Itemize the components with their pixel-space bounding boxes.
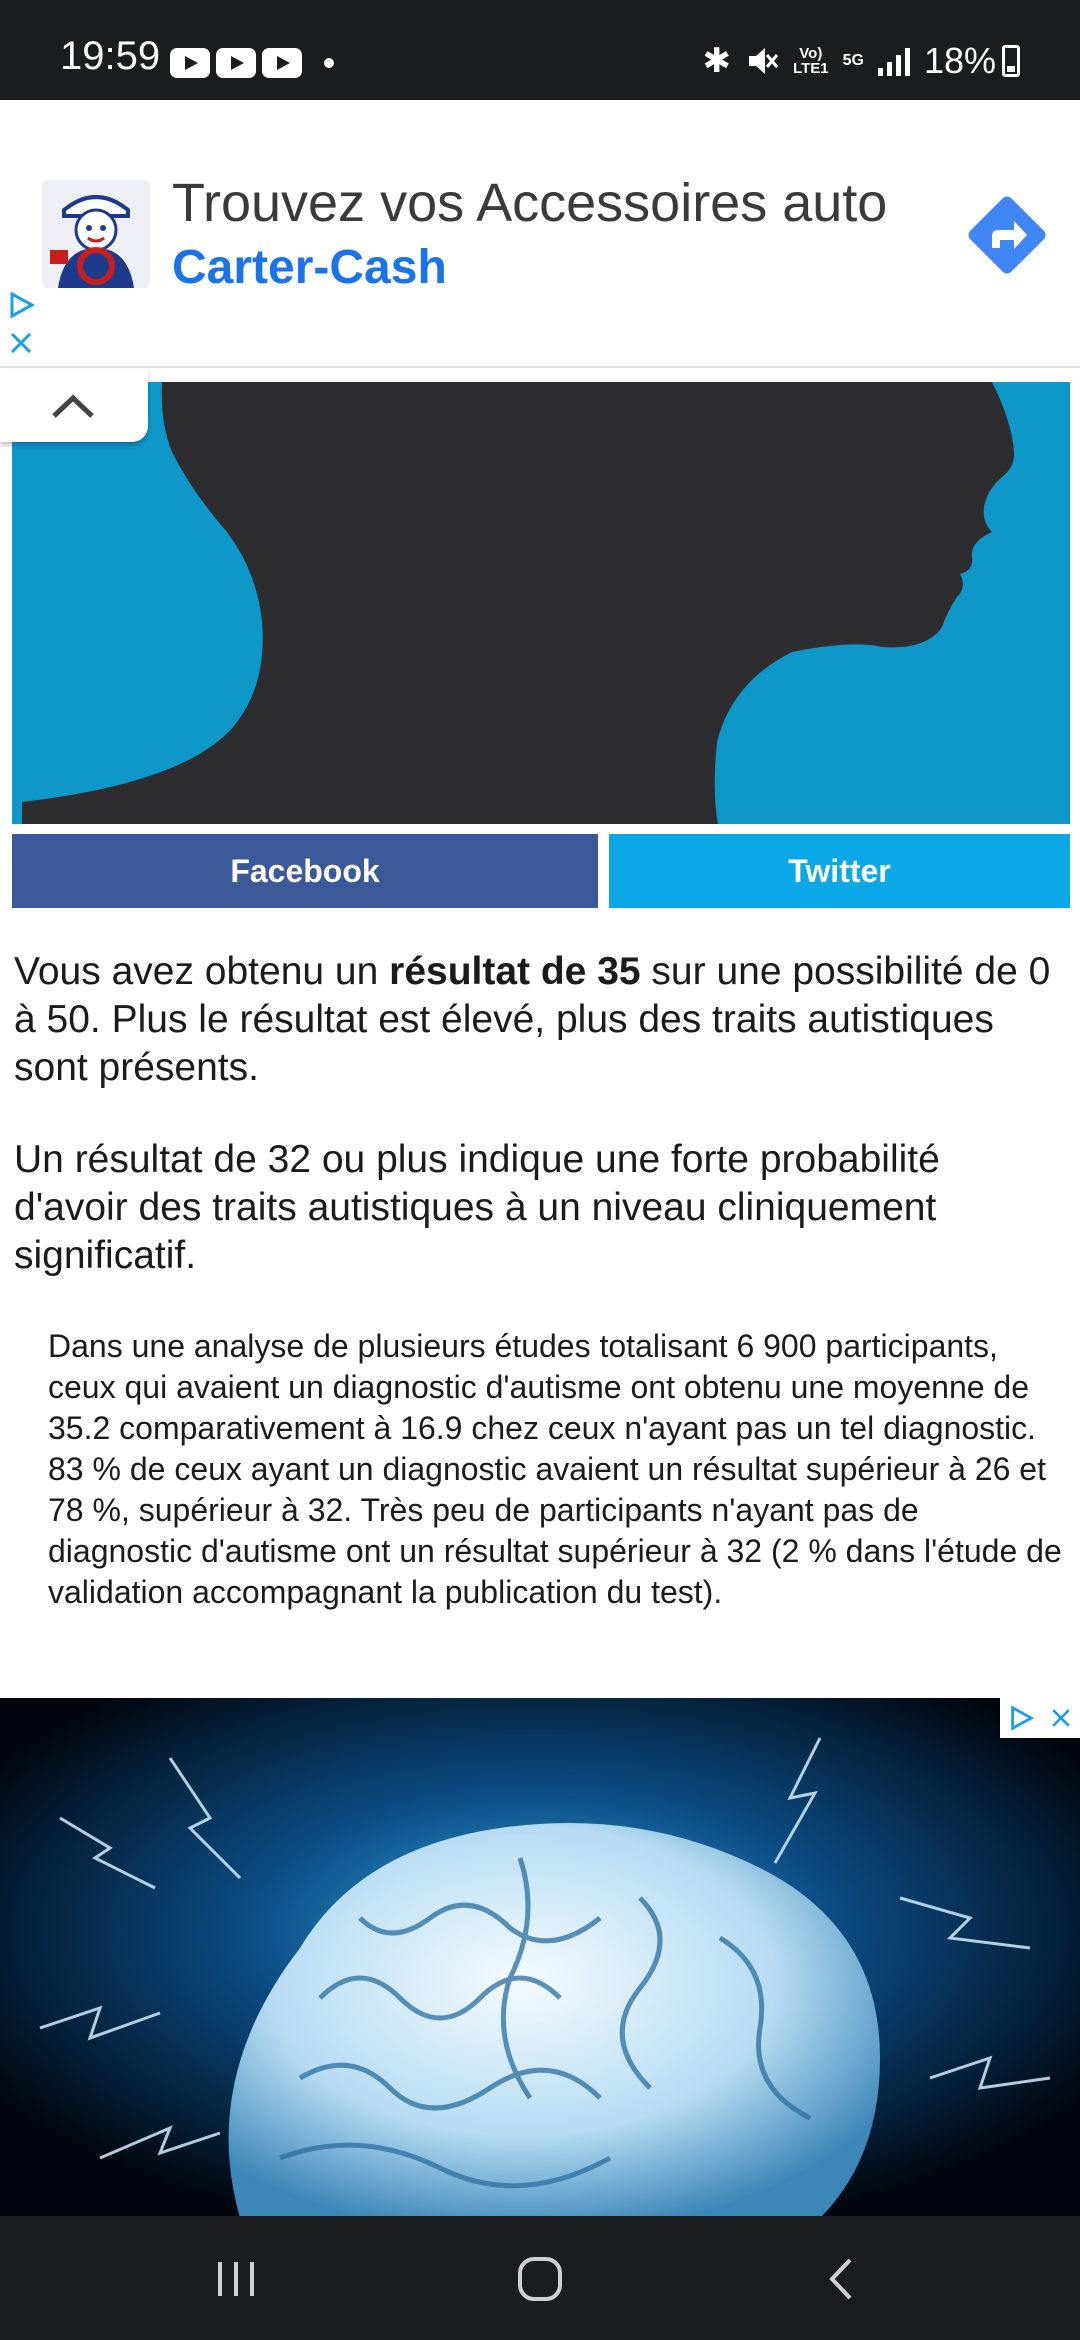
system-icons xyxy=(703,40,1020,82)
battery-percent: 18% xyxy=(923,40,996,81)
youtube-icon xyxy=(216,48,256,78)
brain-graphic xyxy=(0,1698,1080,2216)
collapse-ad-button[interactable] xyxy=(0,370,148,442)
ad-logo xyxy=(42,180,150,288)
result-paragraph xyxy=(14,948,1064,1092)
youtube-icon xyxy=(262,48,302,78)
more-notifications-dot-icon xyxy=(324,58,334,68)
brain-ad-image[interactable] xyxy=(0,1698,1080,2216)
result-text-end: sur une possibilité de 0 à 50. Plus le résultat est élevé, plus des traits autistiques sont présents. xyxy=(14,950,1051,1089)
battery-indicator xyxy=(924,40,1020,82)
back-icon[interactable] xyxy=(812,2252,872,2306)
ad-brand[interactable]: Carter-Cash xyxy=(172,241,447,294)
volte-indicator xyxy=(793,46,829,76)
result-text-start: Vous avez obtenu un xyxy=(14,950,390,993)
directions-arrow-icon[interactable] xyxy=(962,190,1052,280)
carter-cash-mascot-icon xyxy=(42,180,150,288)
silhouette-graphic xyxy=(12,382,1070,824)
ad-controls xyxy=(1000,1698,1080,1738)
head-silhouette-image xyxy=(12,382,1070,824)
study-blockquote: Dans une analyse de plusieurs études totalisant 6 900 participants, ceux qui avaient un diagnostic d'autisme ont obtenu une moyenne de 35.2 comparativement à 16.9 chez ceux n'ayant pas un tel diagnostic. 83 % de ceux ayant un diagnostic avaient un résultat supérieur à 26 et 78 %, supérieur à 32. Très peu de participants n'ayant pas de diagnostic d'autisme ont un résultat supérieur à 32 (2 % dans l'étude de validation accompagnant la publication du test). xyxy=(48,1328,1062,1610)
notification-icons xyxy=(170,48,302,78)
navigation-bar xyxy=(0,2216,1080,2340)
chevron-up-icon xyxy=(50,390,96,420)
youtube-icon xyxy=(170,48,210,78)
adchoices-icon[interactable] xyxy=(1007,1704,1035,1732)
recent-apps-icon[interactable] xyxy=(206,2252,266,2306)
threshold-paragraph: Un résultat de 32 ou plus indique une forte probabilité d'avoir des traits autistiques à un niveau cliniquement significatif. xyxy=(14,1138,940,1277)
ad-banner[interactable] xyxy=(0,100,1080,368)
mute-icon xyxy=(745,44,779,78)
bluetooth-icon: ✱ xyxy=(702,42,732,80)
facebook-share-button[interactable]: Facebook xyxy=(12,834,598,908)
close-icon[interactable] xyxy=(1048,1705,1074,1731)
home-icon[interactable] xyxy=(510,2252,570,2306)
status-time: 19:59 xyxy=(60,34,161,78)
status-bar xyxy=(0,0,1080,100)
lte-label: LTE1 xyxy=(793,60,829,77)
volte-label: Vo) xyxy=(799,45,823,62)
network-type: 5G xyxy=(842,52,864,69)
result-score: résultat de 35 xyxy=(389,950,641,993)
signal-icon xyxy=(878,46,910,76)
battery-icon xyxy=(1002,45,1020,77)
twitter-share-button[interactable]: Twitter xyxy=(609,834,1070,908)
share-buttons xyxy=(12,834,1070,908)
adchoices-icon[interactable] xyxy=(6,290,36,320)
ad-title[interactable]: Trouvez vos Accessoires auto xyxy=(172,173,888,233)
close-icon[interactable] xyxy=(6,328,36,358)
